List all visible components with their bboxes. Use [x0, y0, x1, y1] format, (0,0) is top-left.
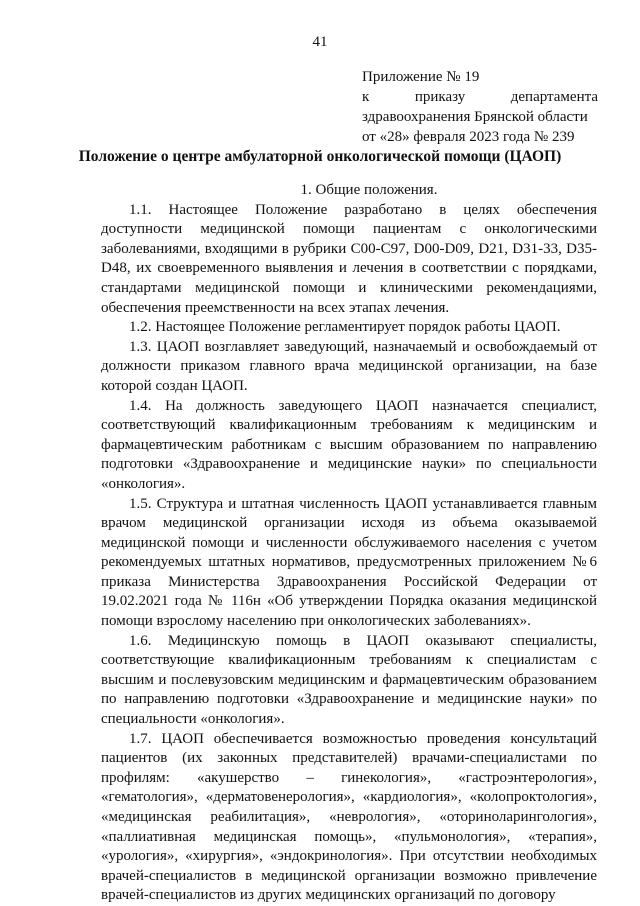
page-number: 41	[312, 34, 328, 50]
appendix-line: от «28» февраля 2023 года № 239	[362, 129, 575, 145]
paragraph: 1.5. Структура и штатная численность ЦАОП устанавливается главным врачом медицинской организации исходя из объема оказываемой медицинской помощи и численности обслуживаемого населения с учетом рекомендуемых штатных нормативов, предусмотренных приложением №6 приказа Министерства Здравоохранения Российской Федерации от 19.02.2021 года № 116н «Об утверждении Порядка оказания медицинской помощи взрослому населению при онкологических заболеваниях».	[101, 495, 597, 630]
paragraph: 1.1. Настоящее Положение разработано в целях обеспечения доступности медицинской помощи пациентам с онкологическими заболеваниями, входящими в рубрики С00-С97, D00-D09, D21, D31-33, D35-D48, их своевременного выявления и лечения в соответствии с порядками, стандартами медицинской помощи и клиническими рекомендациями, обеспечения преемственности на всех этапах лечения.	[101, 201, 597, 316]
paragraph: 1.6. Медицинскую помощь в ЦАОП оказывают специалисты, соответствующие квалификационным требованиям к специалистам с высшим и послевузовским медицинским и фармацевтическим образованием по направлению подготовки «Здравоохранение и медицинские науки» по специальности «онкология».	[101, 632, 597, 728]
section-heading: 1. Общие положения.	[300, 182, 438, 198]
paragraph: 1.3. ЦАОП возглавляет заведующий, назначаемый и освобождаемый от должности приказом главного врача медицинской организации, на базе которой создан ЦАОП.	[101, 338, 597, 394]
appendix-header	[362, 67, 598, 147]
appendix-line: к приказу департамента	[362, 89, 598, 105]
document-title: Положение о центре амбулаторной онкологической помощи (ЦАОП)	[78, 148, 562, 165]
paragraph: 1.4. На должность заведующего ЦАОП назначается специалист, соответствующий квалификационным требованиям к медицинским и фармацевтическим работникам с высшим образованием по направлению подготовки «Здравоохранение и медицинские науки» по специальности «онкология».	[101, 397, 597, 492]
appendix-line: здравоохранения Брянской области	[362, 109, 588, 125]
paragraph: 1.7. ЦАОП обеспечивается возможностью проведения консультаций пациентов (их законных представителей) врачами-специалистами по профилям: «акушерство – гинекология», «гастроэнтерология», «гематология», «дерматовенерология», «кардиология», «колопроктология», «медицинская реабилитация», «неврология», «оториноларингология», «паллиативная медицинская помощь», «пульмонология», «терапия», «урология», «хирургия», «эндокринология». При отсутствии необходимых врачей-специалистов в медицинской организации возможно привлечение врачей-специалистов из других медицинских организаций по договору	[101, 730, 597, 904]
appendix-line: Приложение № 19	[362, 69, 480, 85]
paragraph: 1.2. Настоящее Положение регламентирует порядок работы ЦАОП.	[129, 319, 561, 336]
document-body	[101, 181, 597, 906]
